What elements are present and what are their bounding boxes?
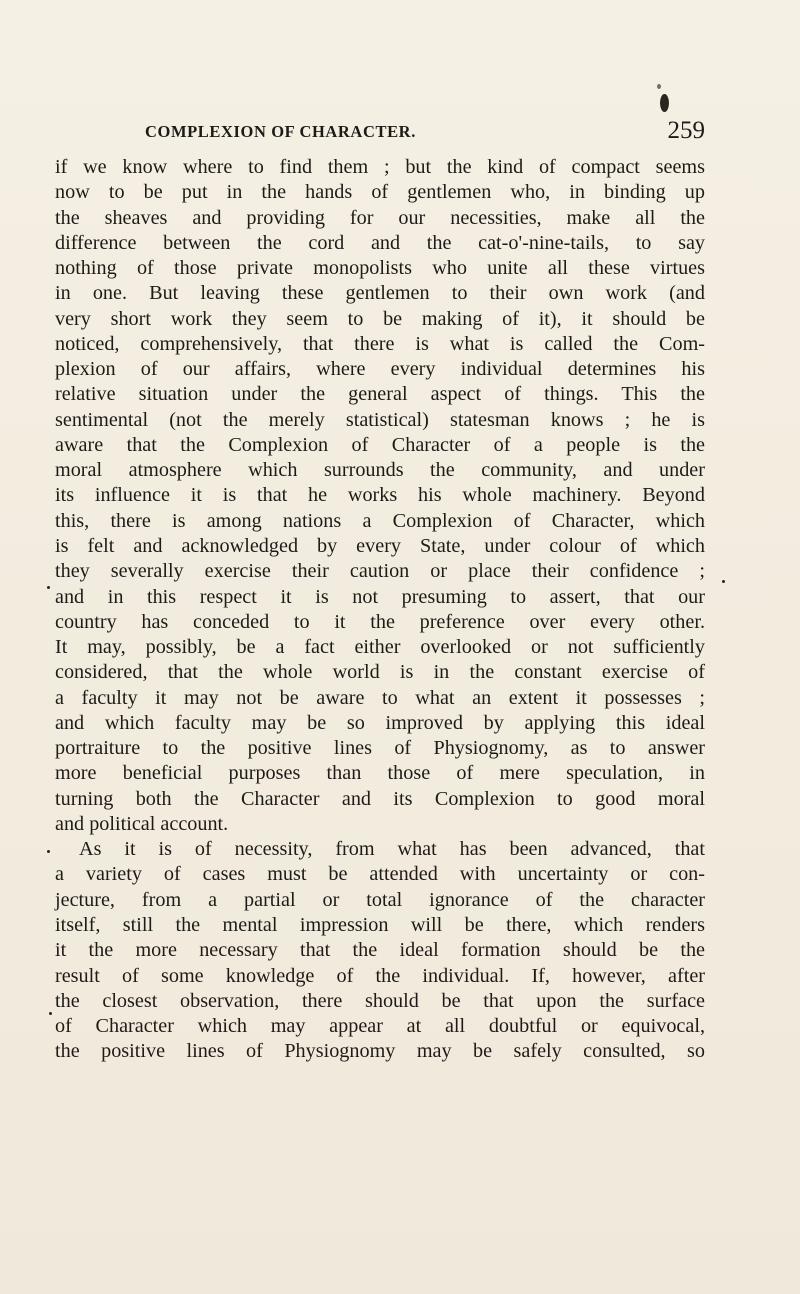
text-line: if we know where to find them ; but the kind of compact seems — [55, 156, 705, 178]
ink-speck — [657, 84, 661, 89]
text-line: relative situation under the general aspect of things. This the — [55, 383, 705, 406]
text-line: and in this respect it is not presuming to assert, that our — [55, 585, 705, 608]
text-line: result of some knowledge of the individual. If, however, after — [55, 964, 705, 987]
text-line: difference between the cord and the cat-o'-nine-tails, to say — [55, 231, 705, 254]
text-line: the closest observation, there should be that upon the surface — [55, 989, 705, 1012]
text-line: this, there is among nations a Complexion of Character, which — [55, 509, 705, 532]
text-line: and political account. — [55, 812, 229, 835]
ink-blot — [660, 94, 669, 112]
text-line: country has conceded to it the preference over every other. — [55, 610, 705, 633]
text-line: a variety of cases must be attended with uncertainty or con- — [55, 863, 705, 886]
page-header — [145, 117, 705, 158]
text-line: itself, still the mental impression will be there, which renders — [55, 913, 705, 936]
text-line: its influence it is that he works his whole machinery. Beyond — [55, 484, 705, 507]
text-line: in one. But leaving these gentlemen to their own work (and — [55, 282, 705, 305]
text-line: the positive lines of Physiognomy may be safely consulted, so — [55, 1040, 705, 1063]
margin-speck — [49, 1012, 52, 1015]
text-line: It may, possibly, be a fact either overlooked or not sufficiently — [55, 636, 705, 659]
text-line: and which faculty may be so improved by applying this ideal — [55, 711, 705, 734]
text-line: sentimental (not the merely statistical) statesman knows ; he is — [55, 408, 705, 431]
running-head: COMPLEXION OF CHARACTER. — [145, 122, 416, 141]
text-line: nothing of those private monopolists who unite all these virtues — [55, 257, 705, 280]
text-line: jecture, from a partial or total ignorance of the character — [55, 888, 705, 911]
text-line: aware that the Complexion of Character of a people is the — [55, 433, 705, 456]
text-line: noticed, comprehensively, that there is what is called the Com- — [55, 332, 705, 355]
text-line: considered, that the whole world is in the constant exercise of — [55, 661, 705, 684]
margin-speck — [47, 850, 50, 853]
margin-speck — [722, 580, 725, 583]
text-line: more beneficial purposes than those of mere speculation, in — [55, 762, 705, 785]
text-line: they severally exercise their caution or place their confidence ; — [55, 560, 705, 583]
text-line: it the more necessary that the ideal formation should be the — [55, 939, 705, 962]
text-line: now to be put in the hands of gentlemen who, in binding up — [55, 181, 705, 204]
text-line: the sheaves and providing for our necessities, make all the — [55, 206, 705, 229]
text-line: very short work they seem to be making of it), it should be — [55, 307, 705, 330]
margin-speck — [47, 586, 50, 589]
paragraph-start-line: As it is of necessity, from what has been advanced, that — [79, 838, 705, 861]
page-number: 259 — [667, 117, 705, 144]
text-line: is felt and acknowledged by every State, under colour of which — [55, 534, 705, 557]
text-line: plexion of our affairs, where every individual determines his — [55, 358, 705, 381]
text-line: moral atmosphere which surrounds the community, and under — [55, 459, 705, 482]
text-line: a faculty it may not be aware to what an extent it possesses ; — [55, 686, 705, 709]
body-text — [55, 155, 705, 1065]
text-line: portraiture to the positive lines of Physiognomy, as to answer — [55, 737, 705, 760]
text-line: turning both the Character and its Complexion to good moral — [55, 787, 705, 810]
text-line: of Character which may appear at all doubtful or equivocal, — [55, 1015, 705, 1038]
